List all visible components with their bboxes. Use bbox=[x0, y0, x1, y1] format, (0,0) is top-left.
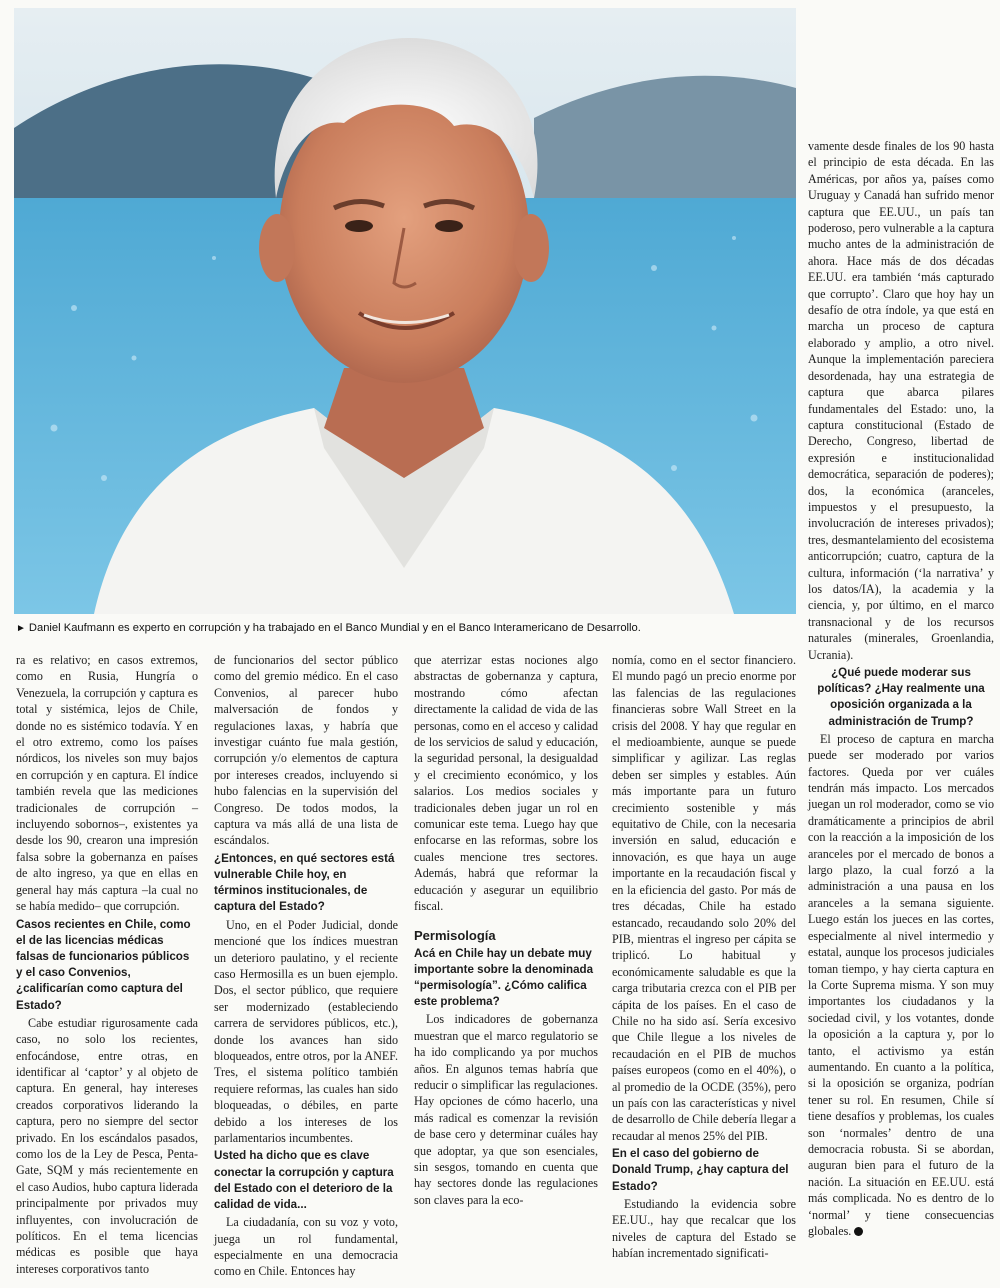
question: ¿Qué puede moderar sus políticas? ¿Hay realmente una oposición organizada a la administración de Trump? bbox=[817, 666, 985, 728]
paragraph: Uno, en el Poder Judicial, donde mencioné que los índices muestran un deterioro paulatino, y el reciente caso Hermosilla es un buen ejemplo. Dos, el sector público, que requiere ser modernizado (estableciendo carrera de servidores públicos, etc.), donde los avances han sido bloqueados, entre otros, por la ANEF. Tres, el sistema político también requiere reformas, las cuales han sido bloqueadas, o débiles, en parte debido a los intereses de los parlamentarios incumbentes. bbox=[214, 917, 398, 1145]
column-3 bbox=[414, 652, 598, 1208]
column-2 bbox=[214, 652, 398, 1280]
paragraph: nomía, como en el sector financiero. El mundo pagó un precio enorme por las falencias de las regulaciones financieras sobre Wall Street en la crisis del 2008. Y hay que regular en el medioambiente, aunque se puede simplificar y agilizar. Las reglas deben ser simples y estables. Aún más importante para un futuro crecimiento sostenible y más equitativo de Chile, con la necesaria inversión en salud, educación e innovación, es que haya un auge importante en la recaudación fiscal y en la eficiencia del gasto. Por más de tres décadas, Chile ha estado estancado, recaudando solo 20% del PIB, mientras el ingreso per cápita se triplicó. Lo habitual y económicamente saludable es que la carga tributaria crezca con el PIB per cápita de los países. En el caso de Chile no ha sido así. Sería excesivo que Chile llegue a los niveles de recaudación en el PIB de muchos países europeos (como en el 40%), o al promedio de la OCDE (35%), pero un país con las características y nivel de desarrollo de Chile debería llegar a recaudar al menos 25% del PIB. bbox=[612, 653, 797, 1143]
end-mark-icon bbox=[854, 1227, 863, 1236]
question: Acá en Chile hay un debate muy importante sobre la denominada “permisología”. ¿Cómo califica este problema? bbox=[414, 946, 594, 1009]
paragraph: Cabe estudiar rigurosamente cada caso, no solo los recientes, enfocándose, entre otras, en identificar al ‘captor’ y al objeto de captura. En general, hay intereses creados corporativos liderando la captura, pero no siempre del sector privado. En los escándalos pasados, como los de la Ley de Pesca, Penta-Gate, SQM y más recientemente en el caso Audios, hubo captura liderada principalmente por privados muy influyentes, con involucración de políticos. En el tema licencias médicas es posible que haya intereses corporativos tanto bbox=[16, 1015, 198, 1276]
caption-text: Daniel Kaufmann es experto en corrupción y ha trabajado en el Banco Mundial y en el Banco Interamericano de Desarrollo. bbox=[28, 622, 641, 634]
photo-caption bbox=[16, 620, 798, 637]
question: En el caso del gobierno de Donald Trump, ¿hay captura del Estado? bbox=[612, 1147, 789, 1193]
question: Casos recientes en Chile, como el de las licencias médicas falsas de funcionarios públicos y el caso Convenios, ¿calificarían como captura del Estado? bbox=[16, 917, 191, 1012]
paragraph: Estudiando la evidencia sobre EE.UU., hay que recalcar que los niveles de captura del Estado se habían incrementado significati- bbox=[612, 1196, 796, 1261]
paragraph bbox=[808, 731, 994, 1240]
paragraph: vamente desde finales de los 90 hasta el principio de esta década. En las Américas, por años ya, países como Uruguay y Canadá han sufrido menor captura que EE.UU., un país tan poderoso, pero vulnerable a la captura mucho antes de la administración de ahora. Hace más de dos décadas EE.UU. era también ‘más capturado que corrupto’. Claro que hoy hay un desafío de otra índole, ya que está en marcha un proceso de captura elaborado y amplio, a otro nivel. Aunque la implementación pareciera desordenada, hay una estrategia de captura que abarca pilares fundamentales del Estado: uno, la captura constitucional (Estado de Derecho, Congreso, libertad de expresión e institucionalidad democrática, separación de poderes); dos, la económica (aranceles, impuestos y el presupuesto, la involucración de intereses privados); tres, desmantelamiento del ecosistema anticorrupción; cuatro, captura de la cultura, información (‘la narrativa’ y los datos/IA), la academia y la ciencia, y, por último, en el marco transnacional y de los recursos naturales (minerales, Groenlandia, Ucrania). bbox=[808, 139, 994, 662]
caption-marker-icon: ► bbox=[16, 623, 26, 634]
section-heading: Permisología bbox=[414, 927, 496, 943]
paragraph-text: El proceso de captura en marcha puede ser moderado por varios factores. Queda por ver cuáles tendrán más impacto. Los mercados juegan un rol moderador, como se vio dramáticamente a principios de abril con la reacción a la imposición de los aranceles por el mercado de bonos a largo plazo, la cual forzó a la administración a una pausa en los aranceles a la semana siguiente. Luego están los jueces en las cortes, especialmente al nivel intermedio y estatal, aunque los procesos judiciales toman tiempo, y hay cierta captura en la Corte Suprema misma. Y son muy importantes los ciudadanos y la sociedad civil, y los votantes, donde la oposición a la captura y, por lo tanto, el activismo ya están aumentando. En cuanto a la política, si la oposición se organiza, podrían tener su rol. En resumen, Chile sí tiene desafíos y problemas, los cuales son ‘normales’ dentro de una democracia robusta. Si se abordan, auguran bien para el futuro de la nación. La situación en EE.UU. está más complicada. No es dentro de lo ‘normal’ y tiene consecuencias globales. bbox=[808, 731, 994, 1238]
column-1 bbox=[16, 652, 198, 1277]
paragraph: ra es relativo; en casos extremos, como en Rusia, Hungría o Venezuela, la corrupción y captura es total y sistémica, lejos de Chile, donde no es sistémico todavía. Y en el otro extremo, como los países nórdicos, los niveles son muy bajos en corrupción y en captura. El índice también revela que las mediciones tradicionales de corrupción –incluyendo sobornos–, existentes ya desde los 90, crearon una impresión falsa sobre la gobernanza en países de alto ingreso, ya que en ellas en general hay más captura –la cual no se había medido– que corrupción. bbox=[16, 653, 198, 914]
paragraph: que aterrizar estas nociones algo abstractas de gobernanza y captura, mostrando cómo afectan directamente la calidad de vida de las personas, como en el acceso y calidad de los servicios de salud y educación, la seguridad personal, la desigualdad y el crecimiento económico, y los salarios. Los medios sociales y tradicionales deben jugar un rol en comunicar este tema. Luego hay que enfocarse en las reformas, sobre los cuales mencione tres sectores. Además, habrá que reformar la educación y asegurar un equilibrio fiscal. bbox=[414, 653, 598, 914]
portrait-illustration bbox=[14, 8, 796, 614]
question: ¿Entonces, en qué sectores está vulnerable Chile hoy, en términos institucionales, de captura del Estado? bbox=[214, 851, 395, 914]
paragraph: Los indicadores de gobernanza muestran que el marco regulatorio se ha ido complicando ya por muchos años. En algunos temas habría que reducir o simplificar las regulaciones. Hay opciones de cómo hacerlo, una más radical es comenzar la revisión de base cero y determinar cuáles hay que adoptar, ya que son esenciales, sin sesgos, tomando en cuenta que hay sectores donde las regulaciones son claves para la eco- bbox=[414, 1012, 598, 1207]
column-4 bbox=[612, 652, 796, 1261]
column-right-top bbox=[808, 138, 994, 1239]
question: Usted ha dicho que es clave conectar la corrupción y captura del Estado con el deterioro de la calidad de vida... bbox=[214, 1149, 394, 1211]
portrait-photo bbox=[14, 8, 796, 614]
paragraph: La ciudadanía, con su voz y voto, juega un rol fundamental, especialmente en una democracia como en Chile. Entonces hay bbox=[214, 1215, 398, 1279]
paragraph: de funcionarios del sector público como del gremio médico. En el caso Convenios, al parecer hubo malversación de fondos y regulaciones laxas, y habría que investigar cuánto fue mala gestión, corrupción y/o elementos de captura por intereses creados, incluyendo si hubo falencias en la supervisión del Congreso. De todos modos, la captura va más allá de una lista de escándalos. bbox=[214, 653, 398, 848]
